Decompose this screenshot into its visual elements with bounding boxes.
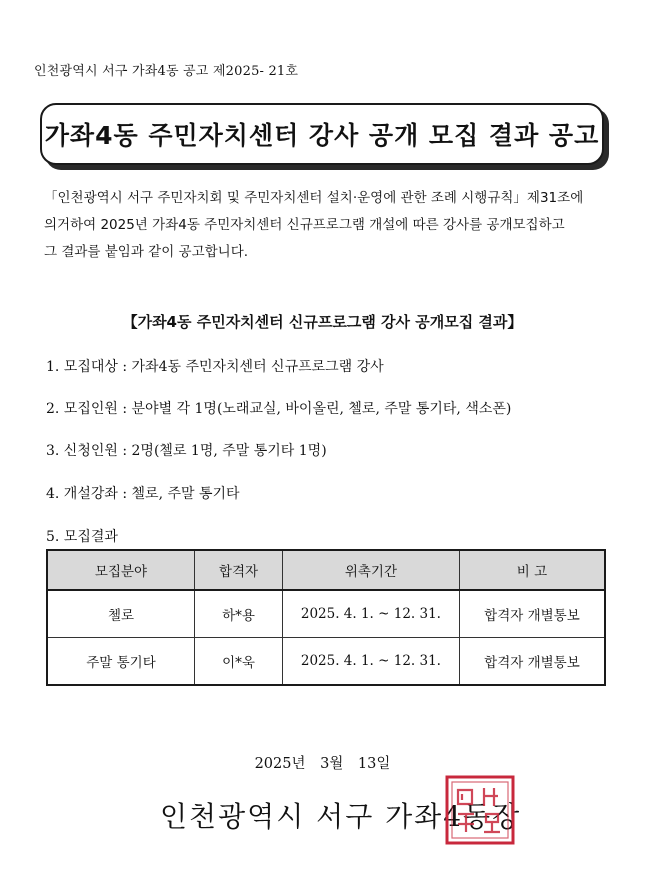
official-seal-icon [444, 774, 516, 846]
title-box [40, 103, 604, 165]
notice-date: 2025년 3월 13일 [254, 756, 391, 772]
result-table [46, 549, 606, 686]
item-result: 5. 모집결과 [46, 529, 118, 545]
header-field: 모집분야 [47, 550, 195, 590]
header-note: 비 고 [459, 550, 605, 590]
intro-paragraph [44, 185, 614, 266]
item-courses: 4. 개설강좌 : 첼로, 주말 통기타 [46, 486, 240, 502]
issuer-name: 인천광역시 서구 가좌4동장 [160, 800, 522, 833]
intro-line: 의거하여 2025년 가좌4동 주민자치센터 신규프로그램 개설에 따른 강사를 공개모집하고 [44, 217, 565, 233]
header-period: 위촉기간 [282, 550, 459, 590]
item-recruit-target: 1. 모집대상 : 가좌4동 주민자치센터 신규프로그램 강사 [46, 359, 384, 375]
intro-line: 그 결과를 붙임과 같이 공고합니다. [44, 244, 249, 260]
cell-field: 주말 통기타 [47, 638, 195, 686]
cell-period: 2025. 4. 1. ~ 12. 31. [282, 590, 459, 638]
notice-number: 인천광역시 서구 가좌4동 공고 제2025- 21호 [34, 64, 299, 79]
cell-note: 합격자 개별통보 [459, 638, 605, 686]
cell-winner: 하*용 [195, 590, 283, 638]
item-applicants: 3. 신청인원 : 2명(첼로 1명, 주말 통기타 1명) [46, 443, 327, 459]
item-recruit-count: 2. 모집인원 : 분야별 각 1명(노래교실, 바이올린, 첼로, 주말 통기타, 색소폰) [46, 401, 512, 417]
section-heading: 【가좌4동 주민자치센터 신규프로그램 강사 공개모집 결과】 [122, 313, 523, 331]
intro-line: 「인천광역시 서구 주민자치회 및 주민자치센터 설치·운영에 관한 조례 시행규칙」제31조에 [44, 190, 584, 206]
cell-period: 2025. 4. 1. ~ 12. 31. [282, 638, 459, 686]
table-row [47, 638, 605, 686]
header-winner: 합격자 [195, 550, 283, 590]
table-row [47, 590, 605, 638]
cell-note: 합격자 개별통보 [459, 590, 605, 638]
cell-winner: 이*욱 [195, 638, 283, 686]
notice-title: 가좌4동 주민자치센터 강사 공개 모집 결과 공고 [44, 121, 600, 150]
table-header-row [47, 550, 605, 590]
cell-field: 첼로 [47, 590, 195, 638]
